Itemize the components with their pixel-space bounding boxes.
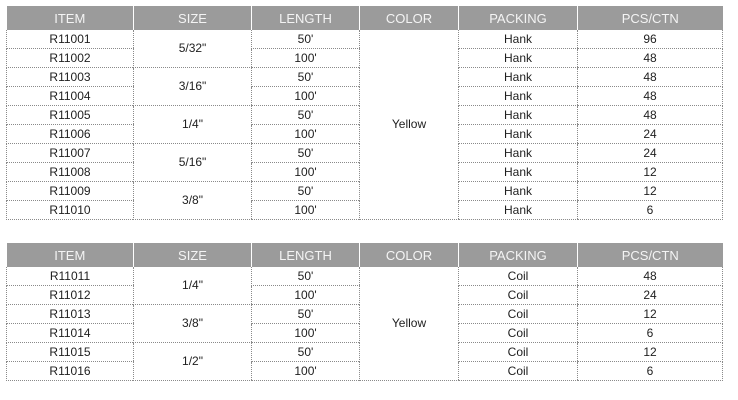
size-cell: 1/4" bbox=[134, 106, 252, 144]
length-cell: 100' bbox=[252, 201, 360, 220]
packing-cell: Hank bbox=[459, 30, 578, 49]
size-cell: 1/4" bbox=[134, 267, 252, 305]
header-size: SIZE bbox=[134, 6, 252, 30]
header-length: LENGTH bbox=[252, 243, 360, 267]
item-code-cell: R11002 bbox=[7, 49, 134, 68]
length-cell: 100' bbox=[252, 362, 360, 381]
table-header bbox=[7, 243, 723, 267]
header-color: COLOR bbox=[360, 243, 459, 267]
packing-cell: Hank bbox=[459, 106, 578, 125]
size-cell: 3/8" bbox=[134, 182, 252, 220]
item-code-cell: R11014 bbox=[7, 324, 134, 343]
header-packing: PACKING bbox=[459, 243, 578, 267]
length-cell: 100' bbox=[252, 286, 360, 305]
item-code-cell: R11010 bbox=[7, 201, 134, 220]
length-cell: 50' bbox=[252, 305, 360, 324]
packing-cell: Hank bbox=[459, 163, 578, 182]
packing-cell: Hank bbox=[459, 144, 578, 163]
header-length: LENGTH bbox=[252, 6, 360, 30]
pcs-per-carton-cell: 24 bbox=[578, 144, 723, 163]
packing-cell: Coil bbox=[459, 267, 578, 286]
length-cell: 50' bbox=[252, 182, 360, 201]
item-code-cell: R11008 bbox=[7, 163, 134, 182]
header-size: SIZE bbox=[134, 243, 252, 267]
size-cell: 5/16" bbox=[134, 144, 252, 182]
length-cell: 50' bbox=[252, 267, 360, 286]
item-code-cell: R11003 bbox=[7, 68, 134, 87]
item-code-cell: R11006 bbox=[7, 125, 134, 144]
product-table-hank bbox=[6, 6, 723, 220]
packing-cell: Hank bbox=[459, 68, 578, 87]
table-row bbox=[7, 267, 723, 286]
packing-cell: Hank bbox=[459, 201, 578, 220]
pcs-per-carton-cell: 12 bbox=[578, 343, 723, 362]
pcs-per-carton-cell: 6 bbox=[578, 324, 723, 343]
header-item: ITEM bbox=[7, 243, 134, 267]
packing-cell: Hank bbox=[459, 49, 578, 68]
packing-cell: Hank bbox=[459, 87, 578, 106]
item-code-cell: R11012 bbox=[7, 286, 134, 305]
pcs-per-carton-cell: 48 bbox=[578, 267, 723, 286]
length-cell: 50' bbox=[252, 144, 360, 163]
packing-cell: Coil bbox=[459, 286, 578, 305]
packing-cell: Coil bbox=[459, 362, 578, 381]
item-code-cell: R11016 bbox=[7, 362, 134, 381]
table-header bbox=[7, 6, 723, 30]
header-pcs-ctn: PCS/CTN bbox=[578, 6, 723, 30]
size-cell: 3/16" bbox=[134, 68, 252, 106]
pcs-per-carton-cell: 24 bbox=[578, 286, 723, 305]
pcs-per-carton-cell: 96 bbox=[578, 30, 723, 49]
color-cell: Yellow bbox=[360, 267, 459, 381]
table-row bbox=[7, 30, 723, 49]
header-color: COLOR bbox=[360, 6, 459, 30]
header-item: ITEM bbox=[7, 6, 134, 30]
length-cell: 100' bbox=[252, 324, 360, 343]
packing-cell: Coil bbox=[459, 324, 578, 343]
item-code-cell: R11009 bbox=[7, 182, 134, 201]
item-code-cell: R11001 bbox=[7, 30, 134, 49]
pcs-per-carton-cell: 48 bbox=[578, 106, 723, 125]
item-code-cell: R11011 bbox=[7, 267, 134, 286]
pcs-per-carton-cell: 48 bbox=[578, 87, 723, 106]
pcs-per-carton-cell: 12 bbox=[578, 305, 723, 324]
header-packing: PACKING bbox=[459, 6, 578, 30]
length-cell: 100' bbox=[252, 87, 360, 106]
length-cell: 100' bbox=[252, 49, 360, 68]
color-cell: Yellow bbox=[360, 30, 459, 220]
pcs-per-carton-cell: 6 bbox=[578, 201, 723, 220]
pcs-per-carton-cell: 48 bbox=[578, 49, 723, 68]
length-cell: 50' bbox=[252, 68, 360, 87]
size-cell: 5/32" bbox=[134, 30, 252, 68]
item-code-cell: R11004 bbox=[7, 87, 134, 106]
packing-cell: Hank bbox=[459, 125, 578, 144]
item-code-cell: R11007 bbox=[7, 144, 134, 163]
header-pcs-ctn: PCS/CTN bbox=[578, 243, 723, 267]
length-cell: 100' bbox=[252, 163, 360, 182]
table-body bbox=[7, 30, 723, 220]
product-table-coil bbox=[6, 243, 723, 381]
packing-cell: Hank bbox=[459, 182, 578, 201]
pcs-per-carton-cell: 6 bbox=[578, 362, 723, 381]
item-code-cell: R11013 bbox=[7, 305, 134, 324]
length-cell: 100' bbox=[252, 125, 360, 144]
pcs-per-carton-cell: 48 bbox=[578, 68, 723, 87]
pcs-per-carton-cell: 12 bbox=[578, 163, 723, 182]
size-cell: 1/2" bbox=[134, 343, 252, 381]
packing-cell: Coil bbox=[459, 305, 578, 324]
length-cell: 50' bbox=[252, 30, 360, 49]
length-cell: 50' bbox=[252, 343, 360, 362]
pcs-per-carton-cell: 24 bbox=[578, 125, 723, 144]
table-body bbox=[7, 267, 723, 381]
item-code-cell: R11005 bbox=[7, 106, 134, 125]
packing-cell: Coil bbox=[459, 343, 578, 362]
length-cell: 50' bbox=[252, 106, 360, 125]
item-code-cell: R11015 bbox=[7, 343, 134, 362]
pcs-per-carton-cell: 12 bbox=[578, 182, 723, 201]
size-cell: 3/8" bbox=[134, 305, 252, 343]
